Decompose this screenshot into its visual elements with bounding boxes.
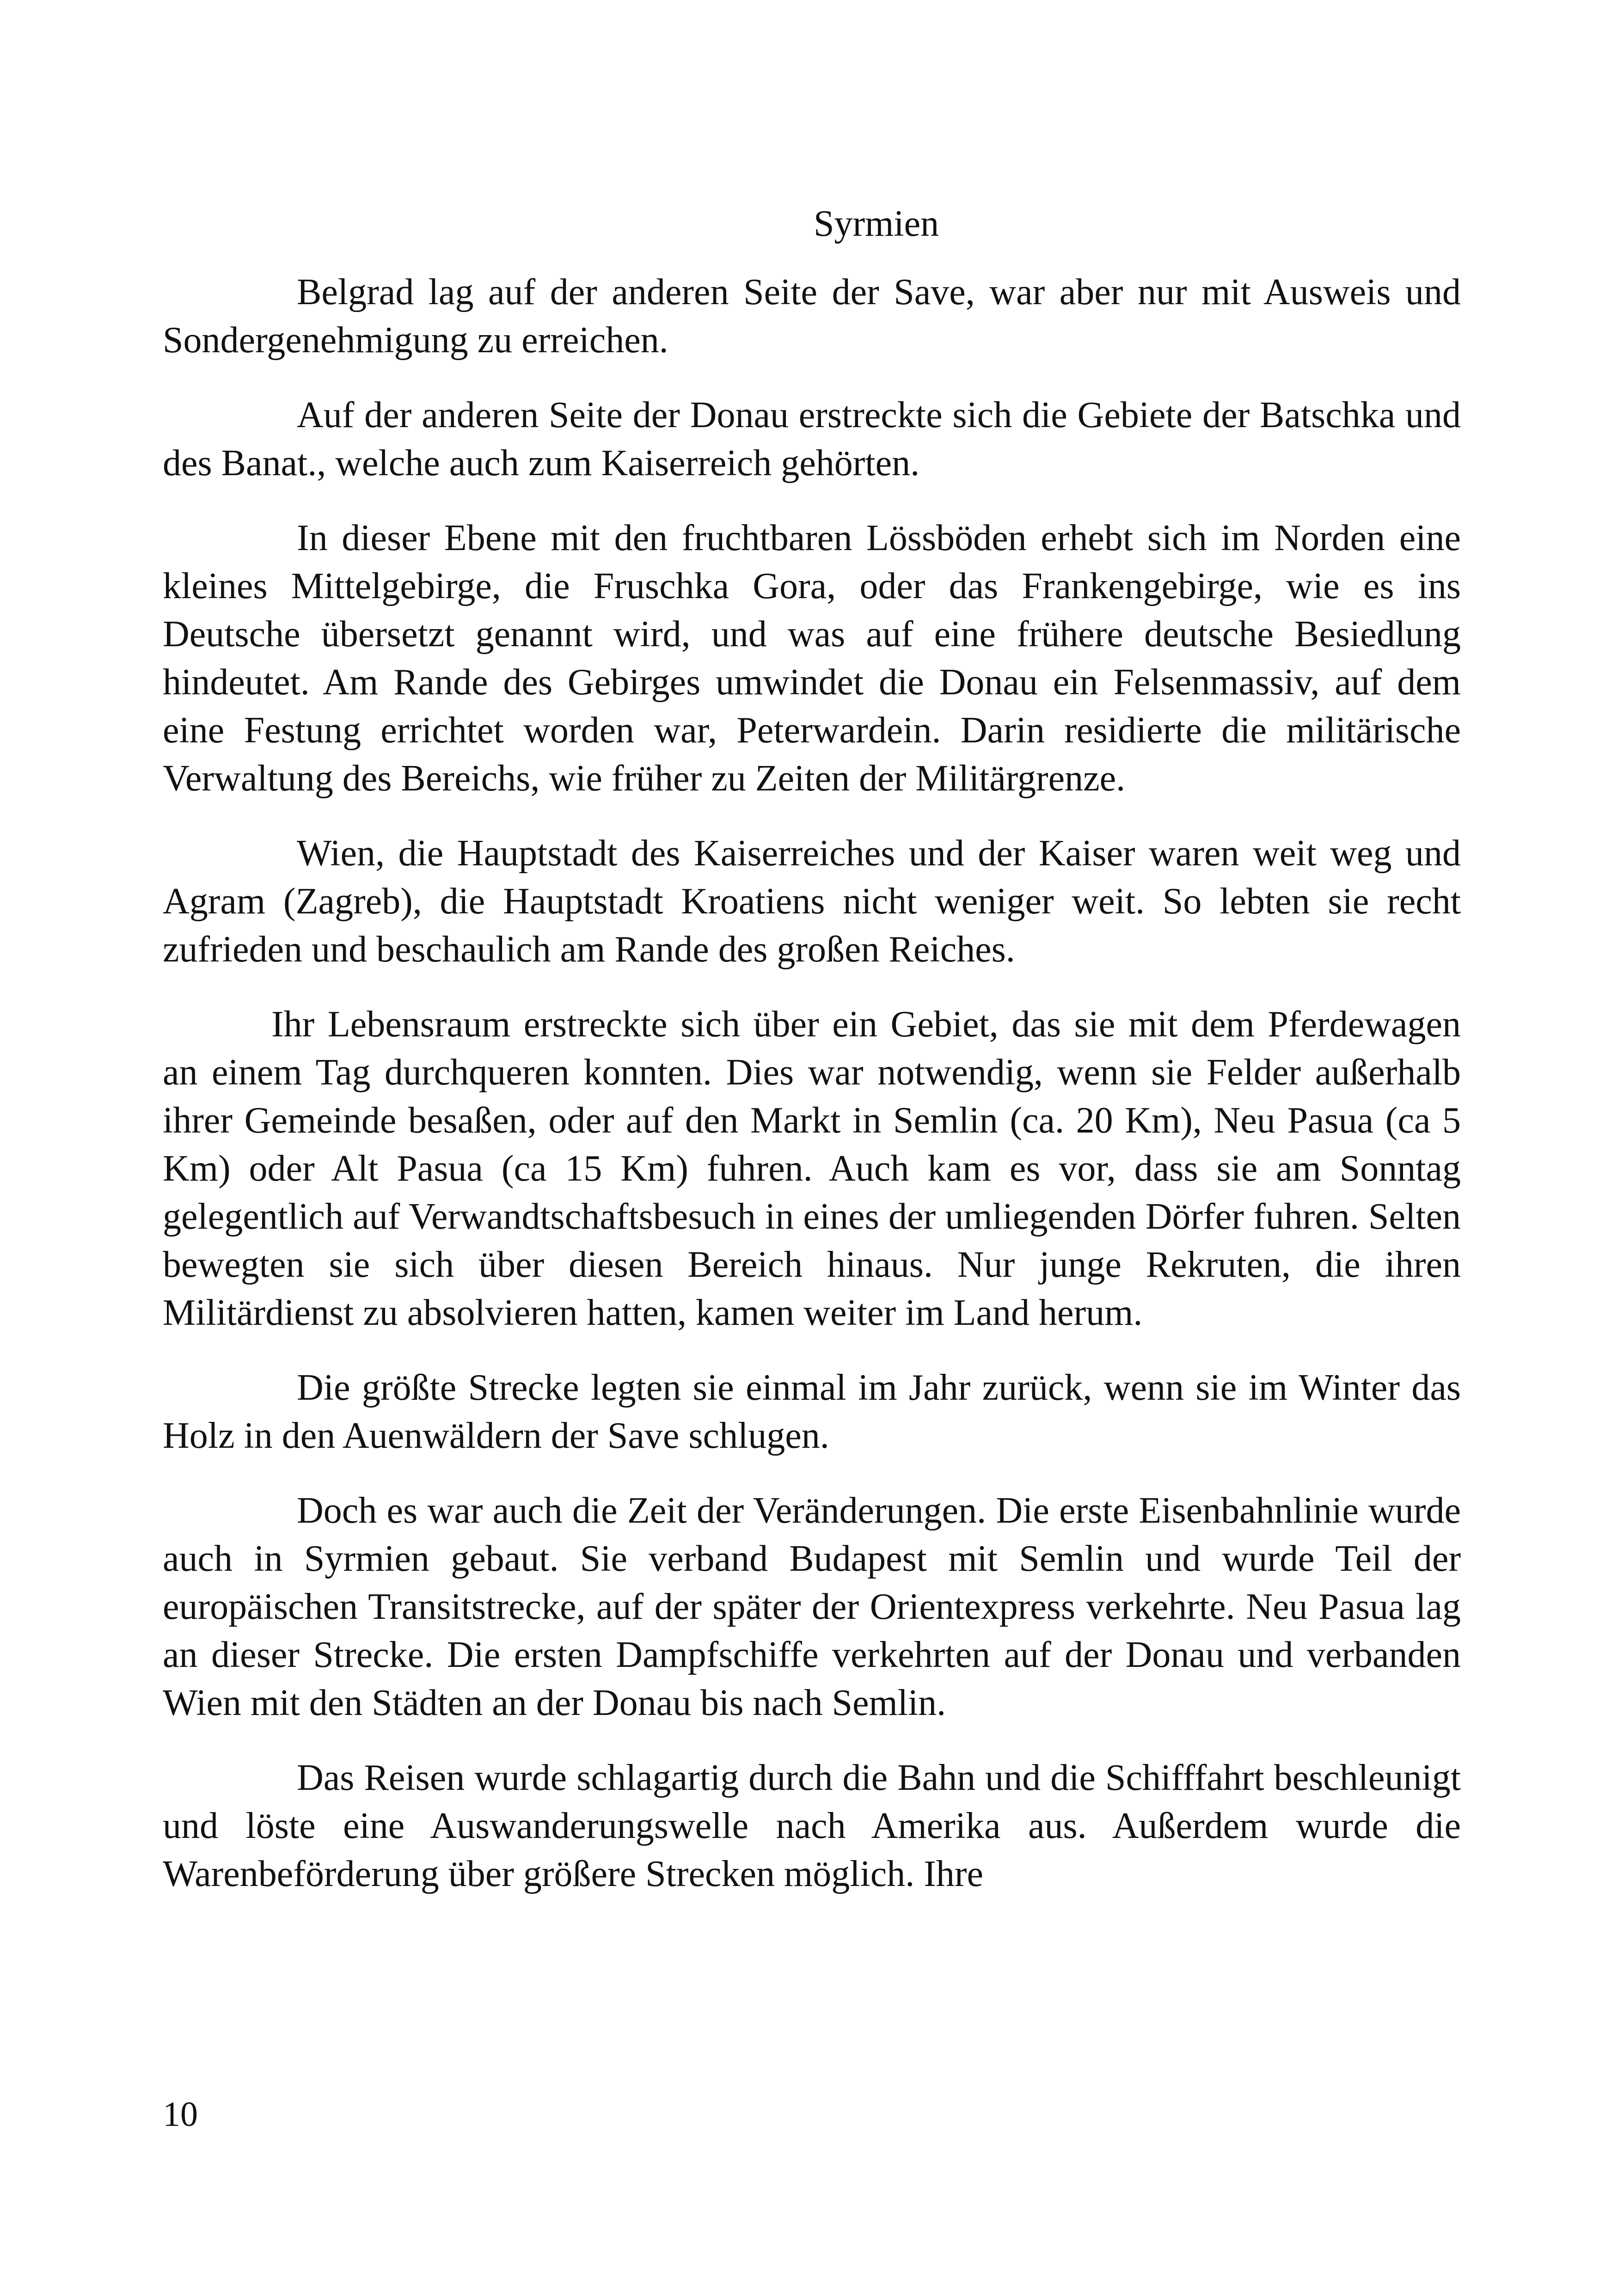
- paragraph-groesste-strecke: Die größte Strecke legten sie einmal im Jahr zurück, wenn sie im Winter das Holz in den Auenwäldern der Save schlugen.: [163, 1367, 1461, 1456]
- section-heading: Syrmien: [814, 203, 939, 244]
- body-text: [163, 199, 1461, 1925]
- paragraph-fruschka-gora: In dieser Ebene mit den fruchtbaren Lössböden erhebt sich im Norden eine kleines Mittelgebirge, die Fruschka Gora, oder das Frankengebirge, wie es ins Deutsche übersetzt genannt wird, und was auf eine frühere deutsche Besiedlung hindeutet. Am Rande des Gebirges umwindet die Donau ein Felsenmassiv, auf dem eine Festung errichtet worden war, Peterwardein. Darin residierte die militärische Verwaltung des Bereichs, wie früher zu Zeiten der Militärgrenze.: [163, 518, 1461, 799]
- paragraph-belgrad: Belgrad lag auf der anderen Seite der Save, war aber nur mit Ausweis und Sondergenehmigung zu erreichen.: [163, 272, 1461, 361]
- paragraph-wien-agram: Wien, die Hauptstadt des Kaiserreiches und der Kaiser waren weit weg und Agram (Zagreb), die Hauptstadt Kroatiens nicht weniger weit. So lebten sie recht zufrieden und beschaulich am Rande des großen Reiches.: [163, 833, 1461, 970]
- page-number: 10: [163, 2095, 198, 2134]
- paragraph-reisen: Das Reisen wurde schlagartig durch die Bahn und die Schifffahrt beschleunigt und löste eine Auswanderungswelle nach Amerika aus. Außerdem wurde die Warenbeförderung über größere Strecken möglich. Ihre: [163, 1757, 1461, 1894]
- paragraph-batschka-banat: Auf der anderen Seite der Donau erstreckte sich die Gebiete der Batschka und des Banat., welche auch zum Kaiserreich gehörten.: [163, 395, 1461, 484]
- paragraph-veraenderungen: Doch es war auch die Zeit der Veränderungen. Die erste Eisenbahnlinie wurde auch in Syrmien gebaut. Sie verband Budapest mit Semlin und wurde Teil der europäischen Transitstrecke, auf der später der Orientexpress verkehrte. Neu Pasua lag an dieser Strecke. Die ersten Dampfschiffe verkehrten auf der Donau und verbanden Wien mit den Städten an der Donau bis nach Semlin.: [163, 1490, 1461, 1723]
- paragraph-lebensraum: Ihr Lebensraum erstreckte sich über ein Gebiet, das sie mit dem Pferdewagen an einem Tag durchqueren konnten. Dies war notwendig, wenn sie Felder außerhalb ihrer Gemeinde besaßen, oder auf den Markt in Semlin (ca. 20 Km), Neu Pasua (ca 5 Km) oder Alt Pasua (ca 15 Km) fuhren. Auch kam es vor, dass sie am Sonntag gelegentlich auf Verwandtschaftsbesuch in eines der umliegenden Dörfer fuhren. Selten bewegten sie sich über diesen Bereich hinaus. Nur junge Rekruten, die ihren Militärdienst zu absolvieren hatten, kamen weiter im Land herum.: [163, 1004, 1461, 1333]
